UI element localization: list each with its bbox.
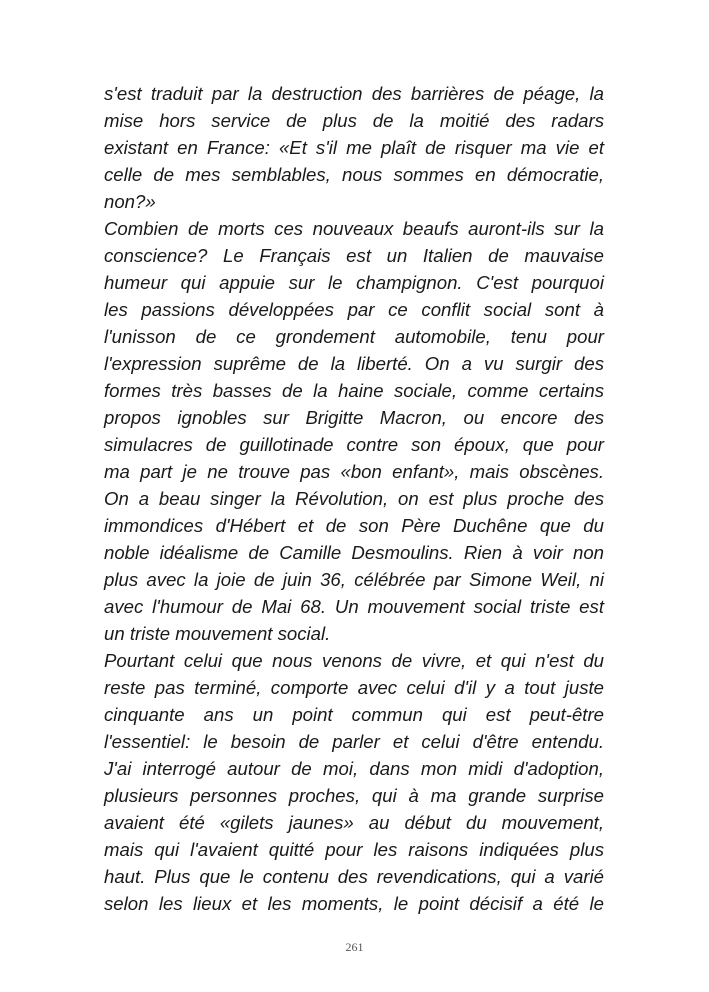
text-line: selon les lieux et les moments, le point décisif a été le bbox=[104, 893, 604, 914]
text-line: mais qui l'avaient quitté pour les raisons indiquées plus bbox=[104, 839, 604, 860]
page-number: 261 bbox=[345, 940, 364, 954]
text-line: celle de mes semblables, nous sommes en démocratie, bbox=[104, 164, 604, 185]
text-line: l'unisson de ce grondement automobile, tenu pour bbox=[104, 326, 604, 347]
text-line: s'est traduit par la destruction des barrières de péage, la bbox=[104, 83, 604, 104]
text-line: On a beau singer la Révolution, on est plus proche des bbox=[104, 488, 604, 509]
text-line: immondices d'Hébert et de son Père Duchêne que du bbox=[104, 515, 604, 536]
text-line: humeur qui appuie sur le champignon. C'est pourquoi bbox=[104, 272, 604, 293]
text-line: les passions développées par ce conflit social sont à bbox=[104, 299, 604, 320]
text-line: avec l'humour de Mai 68. Un mouvement social triste est bbox=[104, 596, 604, 617]
text-line: un triste mouvement social. bbox=[104, 623, 331, 644]
text-line: l'essentiel: le besoin de parler et celui d'être entendu. bbox=[104, 731, 604, 752]
text-line: J'ai interrogé autour de moi, dans mon midi d'adoption, bbox=[104, 758, 604, 779]
text-line: mise hors service de plus de la moitié des radars bbox=[104, 110, 604, 131]
text-line: propos ignobles sur Brigitte Macron, ou encore des bbox=[104, 407, 604, 428]
text-line: reste pas terminé, comporte avec celui d'il y a tout juste bbox=[104, 677, 604, 698]
text-line: Combien de morts ces nouveaux beaufs auront-ils sur la bbox=[104, 218, 604, 239]
text-line: simulacres de guillotinade contre son époux, que pour bbox=[104, 434, 604, 455]
text-line: noble idéalisme de Camille Desmoulins. Rien à voir non bbox=[104, 542, 604, 563]
text-line: haut. Plus que le contenu des revendications, qui a varié bbox=[104, 866, 604, 887]
text-line: avaient été «gilets jaunes» au début du mouvement, bbox=[104, 812, 604, 833]
text-line: conscience? Le Français est un Italien de mauvaise bbox=[104, 245, 604, 266]
text-line: cinquante ans un point commun qui est peut-être bbox=[104, 704, 604, 725]
text-line: plus avec la joie de juin 36, célébrée par Simone Weil, ni bbox=[104, 569, 604, 590]
body-text bbox=[104, 80, 604, 917]
text-line: l'expression suprême de la liberté. On a vu surgir des bbox=[104, 353, 604, 374]
text-line: plusieurs personnes proches, qui à ma grande surprise bbox=[104, 785, 604, 806]
text-line: formes très basses de la haine sociale, comme certains bbox=[104, 380, 604, 401]
text-line: non?» bbox=[104, 191, 156, 212]
text-line: existant en France: «Et s'il me plaît de risquer ma vie et bbox=[104, 137, 604, 158]
text-line: Pourtant celui que nous venons de vivre, et qui n'est du bbox=[104, 650, 604, 671]
text-line: ma part je ne trouve pas «bon enfant», mais obscènes. bbox=[104, 461, 604, 482]
